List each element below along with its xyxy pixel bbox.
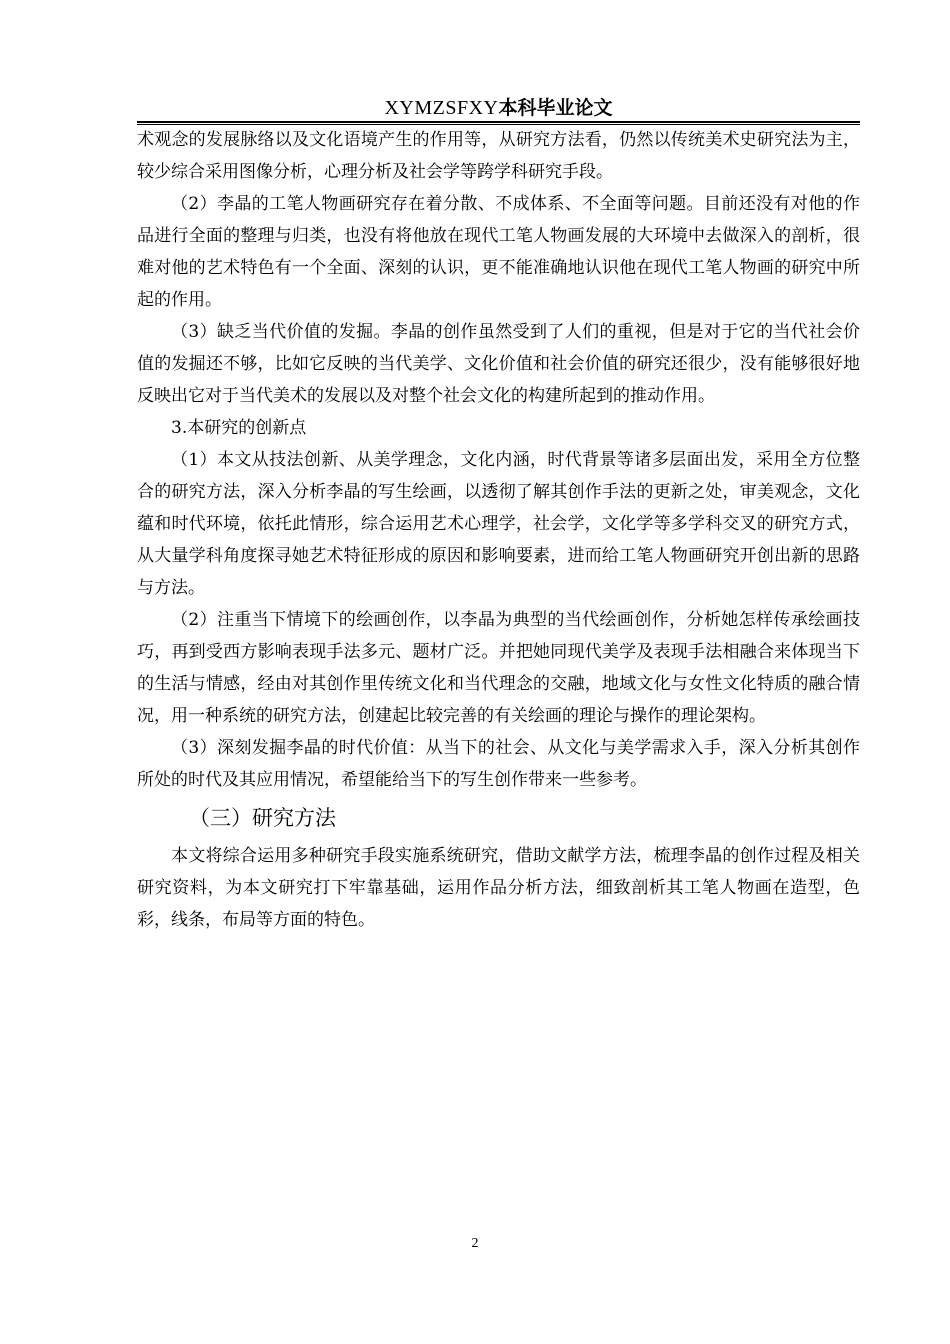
- body-text: [137, 124, 860, 936]
- running-header: [137, 94, 860, 121]
- paragraph-innovation-2: （2）注重当下情境下的绘画创作，以李晶为典型的当代绘画创作，分析她怎样传承绘画技巧，再到受西方影响表现手法多元、题材广泛。并把她同现代美学及表现手法相融合来体现当下的生活与情感，经由对其创作里传统文化和当代理念的交融，地域文化与女性文化特质的融合情况，用一种系统的研究方法，创建起比较完善的有关绘画的理论与操作的理论架构。: [137, 610, 860, 726]
- paragraph-continued: 术观念的发展脉络以及文化语境产生的作用等，从研究方法看，仍然以传统美术史研究法为主，较少综合采用图像分析，心理分析及社会学等跨学科研究手段。: [137, 130, 860, 182]
- paragraph-innovation-3: （3）深刻发掘李晶的时代价值：从当下的社会、从文化与美学需求入手，深入分析其创作所处的时代及其应用情况，希望能给当下的写生创作带来一些参考。: [137, 738, 860, 790]
- subheading-innovation: 3.本研究的创新点: [171, 418, 307, 438]
- header-label: 本科毕业论文: [498, 97, 613, 119]
- section-title: （三）研究方法: [189, 806, 336, 830]
- paragraph-point-3: （3）缺乏当代价值的发掘。李晶的创作虽然受到了人们的重视，但是对于它的当代社会价值的发掘还不够，比如它反映的当代美学、文化价值和社会价值的研究还很少，没有能够很好地反映出它对于当代美术的发展以及对整个社会文化的构建所起到的推动作用。: [137, 322, 860, 406]
- header-code: XYMZSFXY: [384, 97, 499, 119]
- paragraph-point-2: （2）李晶的工笔人物画研究存在着分散、不成体系、不全面等问题。目前还没有对他的作品进行全面的整理与归类，也没有将他放在现代工笔人物画发展的大环境中去做深入的剖析，很难对他的艺术特色有一个全面、深刻的认识，更不能准确地认识他在现代工笔人物画的研究中所起的作用。: [137, 194, 860, 310]
- page-number: 2: [471, 1236, 479, 1251]
- header-rule: [137, 121, 860, 123]
- paragraph-methods: 本文将综合运用多种研究手段实施系统研究，借助文献学方法，梳理李晶的创作过程及相关研究资料，为本文研究打下牢靠基础，运用作品分析方法，细致剖析其工笔人物画在造型，色彩，线条，布局等方面的特色。: [137, 846, 860, 930]
- paragraph-innovation-1: （1）本文从技法创新、从美学理念，文化内涵，时代背景等诸多层面出发，采用全方位整合的研究方法，深入分析李晶的写生绘画，以透彻了解其创作手法的更新之处，审美观念，文化蕴和时代环境，依托此情形，综合运用艺术心理学，社会学，文化学等多学科交叉的研究方式，从大量学科角度探寻她艺术特征形成的原因和影响要素，进而给工笔人物画研究开创出新的思路与方法。: [137, 450, 860, 598]
